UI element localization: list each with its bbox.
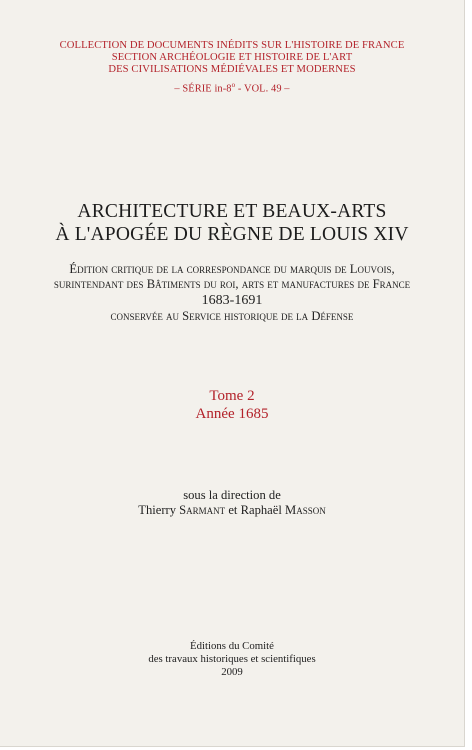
editor-2-first: Raphaël: [240, 503, 282, 517]
editor-2-last: Masson: [285, 503, 326, 517]
book-title: [0, 200, 464, 246]
publisher-line-1: Éditions du Comité: [190, 640, 274, 652]
subtitle-years: 1683-1691: [201, 293, 263, 308]
series-prefix: – SÉRIE in-8: [174, 83, 232, 95]
collection-header: [0, 40, 464, 95]
editors-names: [0, 503, 464, 518]
title-line-2: À L'APOGÉE DU RÈGNE DE LOUIS XIV: [55, 224, 409, 245]
title-line-1: ARCHITECTURE ET BEAUX-ARTS: [77, 201, 387, 222]
publisher-year: 2009: [221, 665, 243, 678]
editors-intro: sous la direction de: [183, 488, 281, 502]
publisher-line-2: des travaux historiques et scientifiques: [148, 652, 316, 665]
collection-line-3: DES CIVILISATIONS MÉDIÉVALES ET MODERNES: [108, 64, 356, 76]
subtitle-line-2: surintendant des Bâtiments du roi, arts et manufactures de France: [53, 277, 411, 291]
editor-1-first: Thierry: [138, 503, 177, 517]
publisher: [0, 640, 464, 678]
subtitle-line-1: Édition critique de la correspondance du marquis de Louvois,: [69, 262, 395, 276]
volume-info: [0, 388, 464, 423]
series-suffix: - VOL. 49 –: [235, 83, 290, 95]
collection-line-2: SECTION ARCHÉOLOGIE ET HISTOIRE DE L'ART: [111, 52, 353, 64]
editors-connector: et: [228, 503, 238, 517]
editors: [0, 488, 464, 518]
series-sup: o: [231, 80, 236, 89]
collection-line-1: COLLECTION DE DOCUMENTS INÉDITS SUR L'HISTOIRE DE FRANCE: [59, 40, 405, 51]
subtitle-line-3: conservée au Service historique de la Défense: [110, 309, 354, 323]
book-subtitle: [0, 262, 464, 324]
tome-year: Année 1685: [195, 405, 269, 422]
editor-1-last: Sarmant: [179, 503, 226, 517]
tome-label: Tome 2: [209, 388, 255, 404]
series-volume: [0, 79, 464, 96]
